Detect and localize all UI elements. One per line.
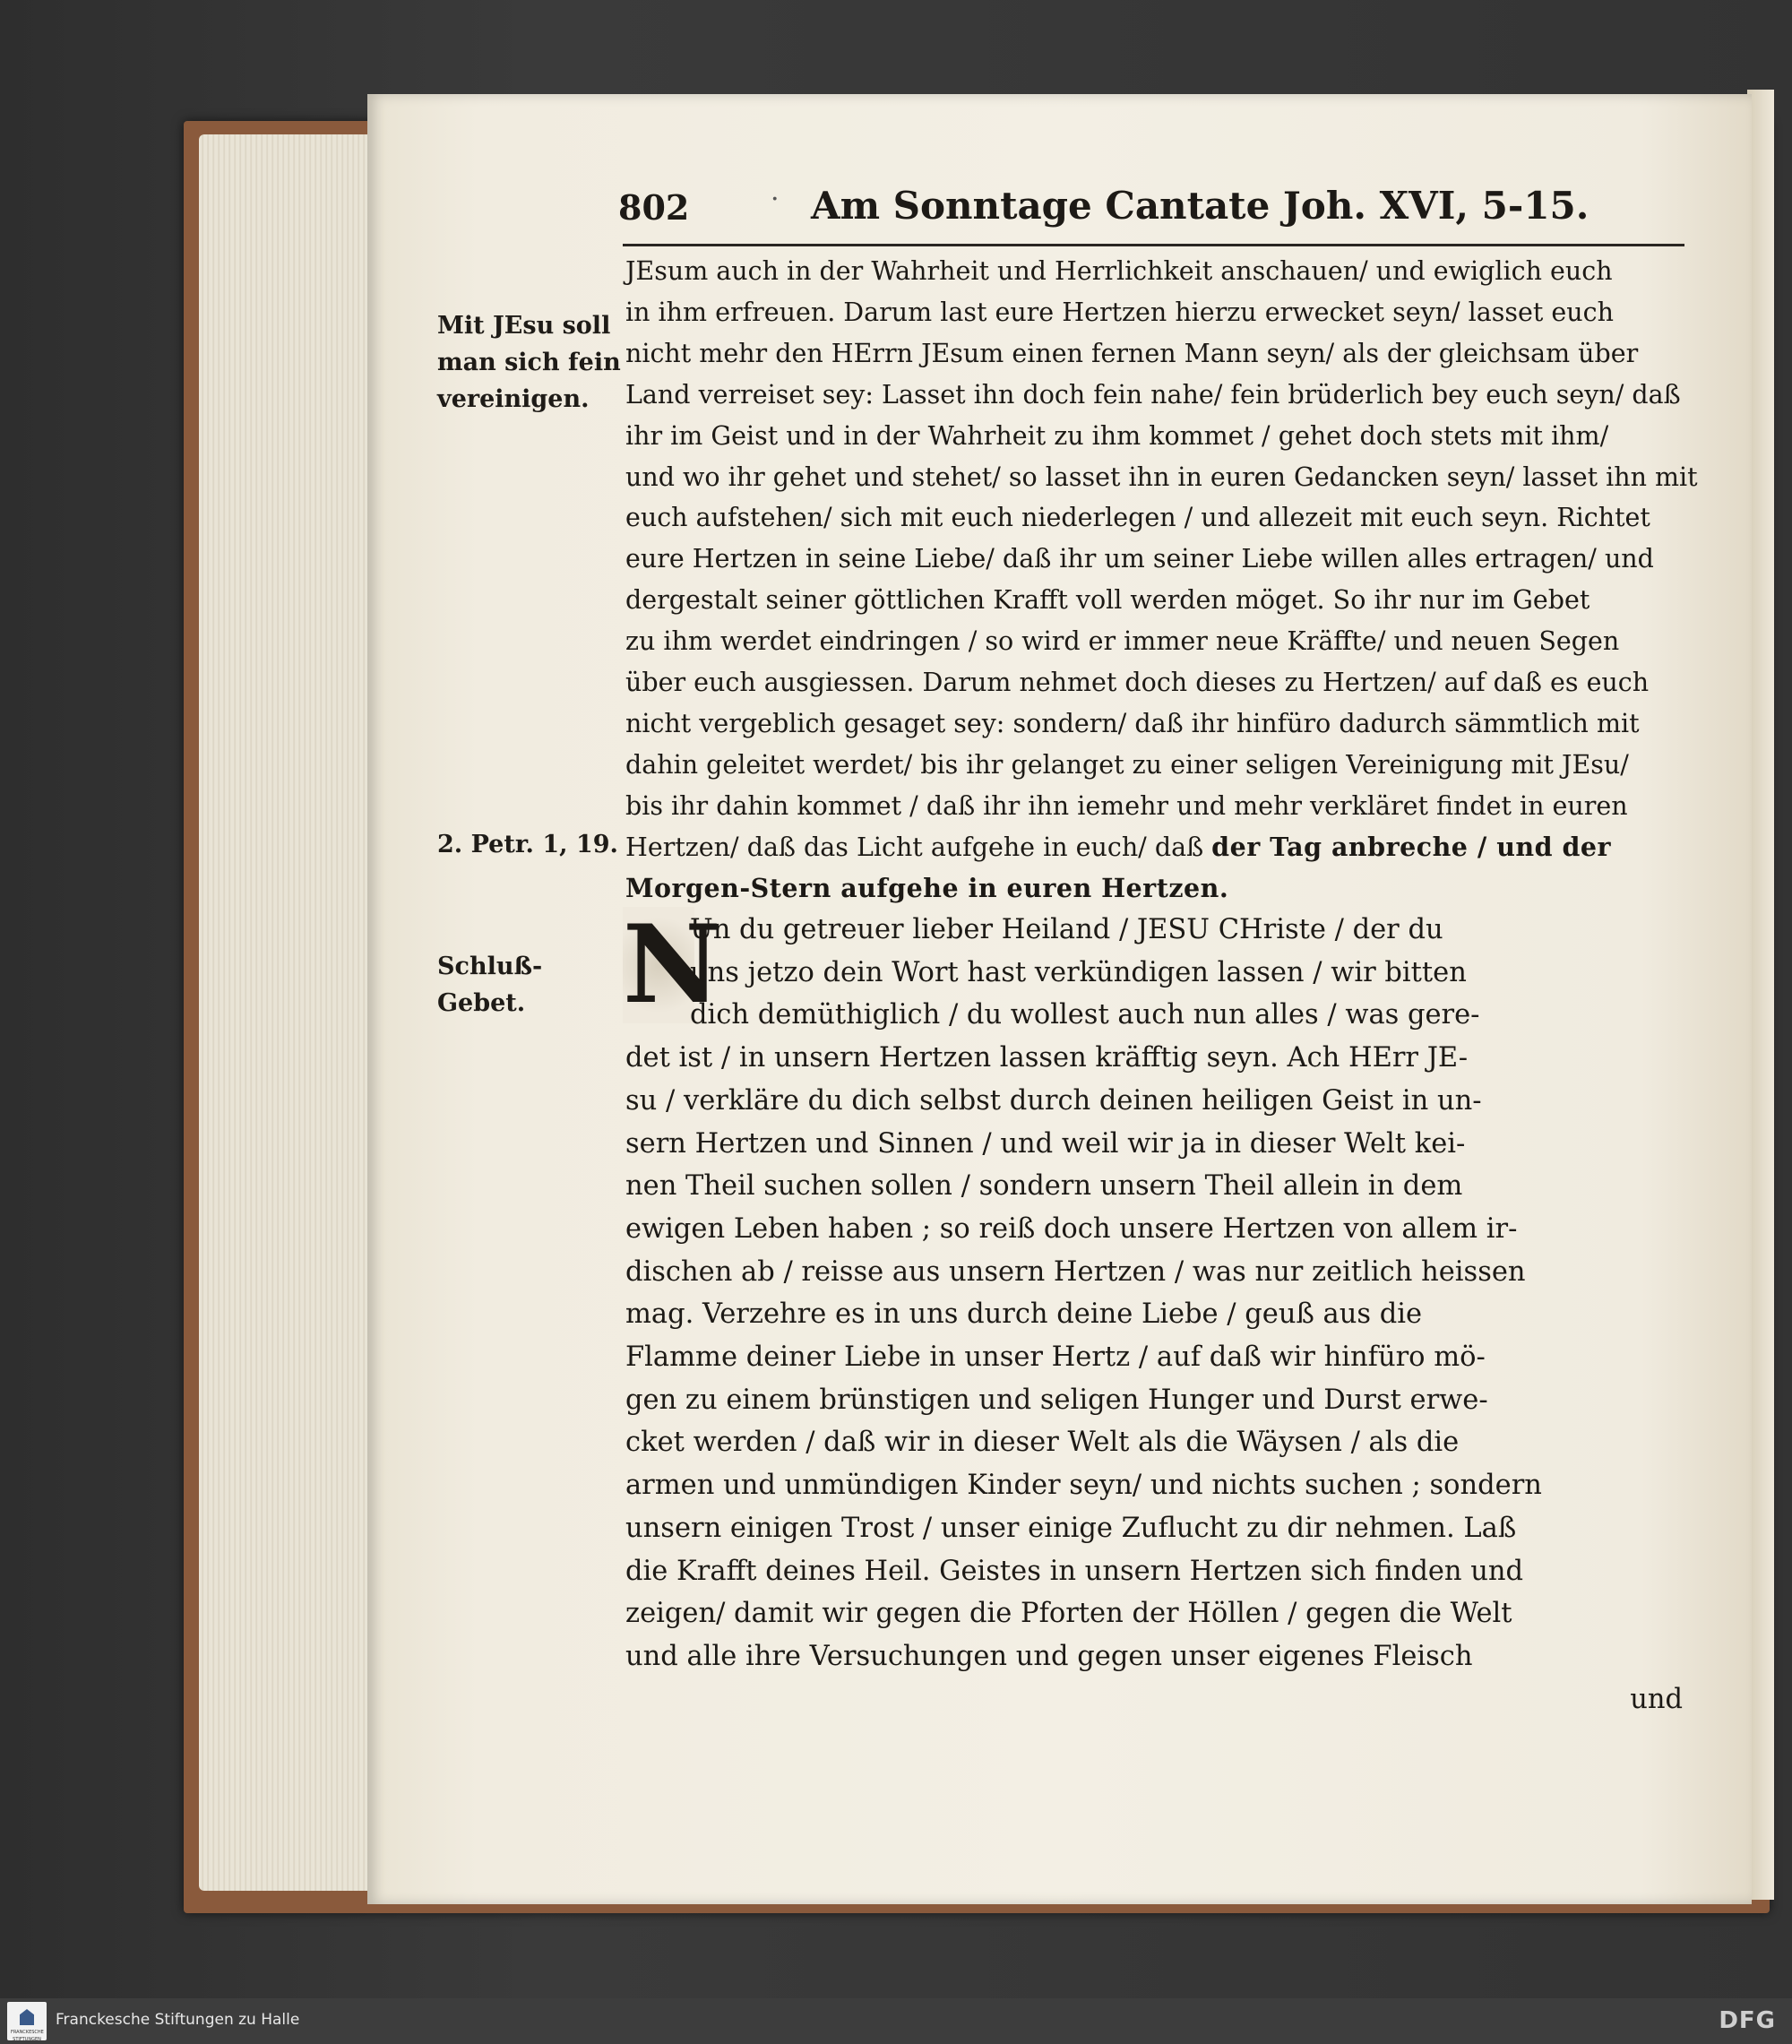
emphasized-text: der Tag anbreche / und der (1211, 831, 1612, 862)
institution-name[interactable]: Franckesche Stiftungen zu Halle (56, 2011, 300, 2029)
running-title: Am Sonntage Cantate Joh. XVI, 5-15. (811, 184, 1590, 228)
text-line: unsern einigen Trost / unser einige Zuflucht zu dir nehmen. Laß (625, 1512, 1517, 1544)
page-number: 802 (618, 187, 690, 228)
text-line: dergestalt seiner göttlichen Krafft voll werden möget. So ihr nur im Gebet (625, 585, 1590, 616)
text-line: und alle ihre Versuchungen und gegen unser eigenes Fleisch (625, 1640, 1473, 1672)
decorated-initial: N (623, 901, 721, 1028)
text-line: Flamme deiner Liebe in unser Hertz / auf daß wir hinfüro mö- (625, 1341, 1486, 1374)
text-line: nicht mehr den HErrn JEsum einen fernen Mann seyn/ als der gleichsam über (625, 338, 1639, 368)
margin-note-line: Mit JEsu soll (437, 312, 611, 340)
margin-note-line: man sich fein (437, 349, 621, 376)
text-line: armen und unmündigen Kinder seyn/ und nichts suchen ; sondern (625, 1470, 1542, 1502)
text-line (625, 827, 1683, 868)
text-line: dischen ab / reisse aus unsern Hertzen / was nur zeitlich heissen (625, 1255, 1526, 1288)
text-line: Land verreiset sey: Lasset ihn doch fein nahe/ fein brüderlich bey euch seyn/ daß (625, 379, 1681, 410)
text-line: über euch ausgiessen. Darum nehmet doch dieses zu Hertzen/ auf daß es euch (625, 668, 1650, 698)
header-rule (623, 244, 1684, 246)
text-line: dich demüthiglich / du wollest auch nun alles / was gere- (690, 999, 1480, 1031)
text-line: nicht vergeblich gesaget sey: sondern/ daß ihr hinfüro dadurch sämmtlich mit (625, 708, 1640, 738)
text-line: uns jetzo dein Wort hast verkündigen lassen / wir bitten (690, 956, 1467, 988)
building-icon (20, 2009, 34, 2025)
text-line-start: Hertzen/ daß das Licht aufgehe in euch/ daß (625, 832, 1204, 862)
institution-logo-icon[interactable] (7, 2002, 47, 2040)
logo-caption: FRANCKESCHE STIFTUNGEN (11, 2030, 44, 2042)
text-line: JEsum auch in der Wahrheit und Herrlichkeit anschauen/ und ewiglich euch (625, 256, 1613, 286)
text-line: zeigen/ damit wir gegen die Pforten der Höllen / gegen die Welt (625, 1598, 1512, 1630)
text-line: dahin geleitet werdet/ bis ihr gelanget zu einer seligen Vereinigung mit JEsu/ (625, 749, 1629, 780)
margin-note-line: Gebet. (437, 989, 526, 1017)
margin-note-line: 2. Petr. 1, 19. (437, 831, 618, 858)
dfg-logo[interactable]: DFG (1719, 2007, 1776, 2034)
margin-note-schlussgebet (437, 948, 616, 1022)
text-line: mag. Verzehre es in uns durch deine Liebe / geuß aus die (625, 1298, 1423, 1331)
text-line: eure Hertzen in seine Liebe/ daß ihr um seiner Liebe willen alles ertragen/ und (625, 544, 1654, 574)
sermon-paragraph (625, 251, 1698, 910)
text-line: cket werden / daß wir in dieser Welt als die Wäysen / als die (625, 1427, 1460, 1459)
text-line: sern Hertzen und Sinnen / und weil wir ja in dieser Welt kei- (625, 1127, 1466, 1160)
text-line: zu ihm werdet eindringen / so wird er immer neue Kräffte/ und neuen Segen (625, 626, 1620, 657)
emphasized-line: Morgen-Stern aufgehe in euren Hertzen. (625, 872, 1229, 903)
margin-note-vereinigen (437, 307, 621, 418)
text-line: ihr im Geist und in der Wahrheit zu ihm kommet / gehet doch stets mit ihm/ (625, 420, 1609, 451)
margin-note-reference (437, 826, 616, 863)
text-line: ewigen Leben haben ; so reiß doch unsere Hertzen von allem ir- (625, 1212, 1518, 1245)
page-header (618, 184, 1676, 237)
text-line: su / verkläre du dich selbst durch deinen heiligen Geist in un- (625, 1084, 1482, 1117)
closing-prayer (623, 901, 1683, 1721)
margin-note-line: vereinigen. (437, 385, 590, 413)
viewer-footer (0, 1998, 1792, 2044)
text-line: gen zu einem brünstigen und seligen Hunger und Durst erwe- (625, 1384, 1488, 1416)
text-line: Un du getreuer lieber Heiland / JESU CHriste / der du (690, 914, 1443, 945)
text-line: det ist / in unsern Hertzen lassen kräfftig seyn. Ach HErr JE- (625, 1042, 1469, 1074)
header-mark: · (771, 184, 780, 215)
text-line: in ihm erfreuen. Darum last eure Hertzen hierzu erwecket seyn/ lasset euch (625, 297, 1614, 327)
margin-note-line: Schluß- (437, 953, 543, 980)
text-line: die Krafft deines Heil. Geistes in unsern Hertzen sich finden und (625, 1555, 1524, 1587)
text-line: und wo ihr gehet und stehet/ so lasset ihn in euren Gedancken seyn/ lasset ihn mit (625, 461, 1698, 492)
catchword: und (1630, 1683, 1683, 1715)
text-line: bis ihr dahin kommet / daß ihr ihn iemehr und mehr verkläret findet in euren (625, 790, 1628, 821)
text-line: nen Theil suchen sollen / sondern unsern Theil allein in dem (625, 1170, 1463, 1203)
text-line: euch aufstehen/ sich mit euch niederlegen / und allezeit mit euch seyn. Richtet (625, 503, 1650, 533)
page-edges (199, 134, 378, 1891)
